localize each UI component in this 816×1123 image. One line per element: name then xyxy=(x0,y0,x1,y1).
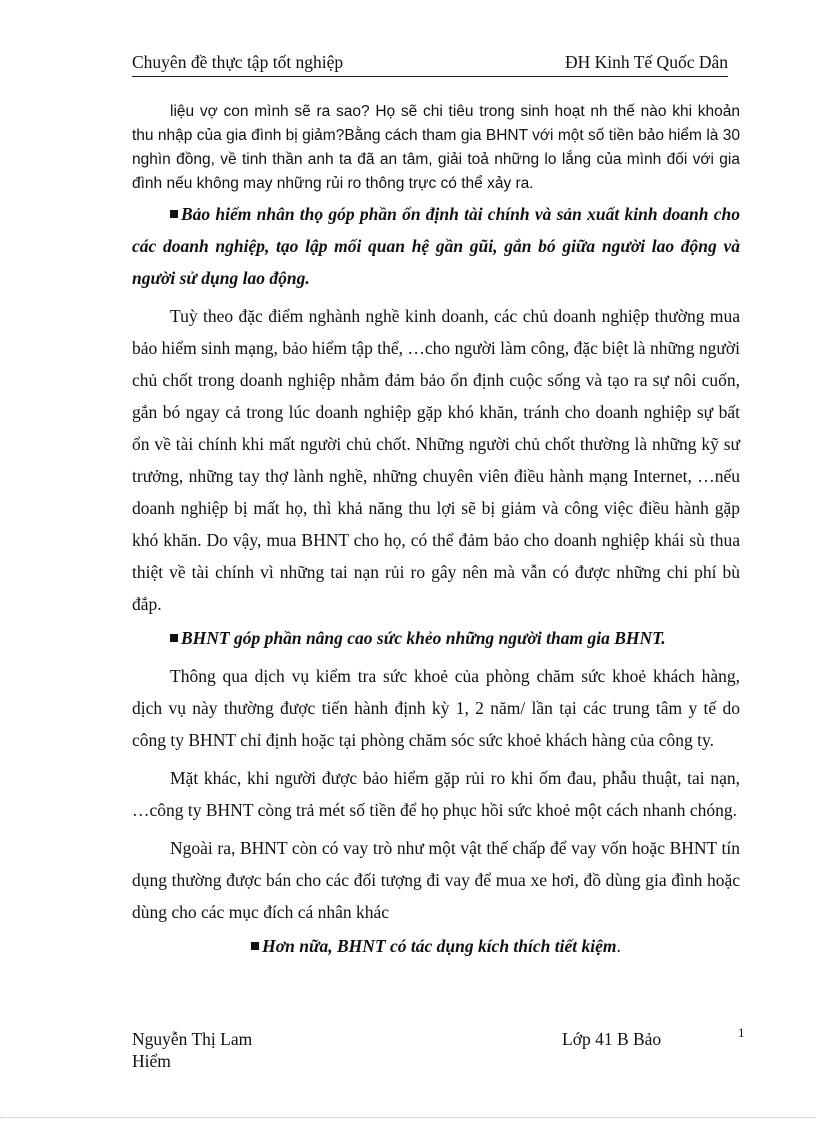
page-number: 1 xyxy=(738,1025,745,1040)
heading-text: Bảo hiểm nhân thọ góp phần ổn định tài chính và sản xuất kinh doanh cho các doanh nghiệp, tạo lập mối quan hệ gần gũi, gắn bó giữa người lao động và người sử dụng lao động. xyxy=(132,204,740,288)
page-header xyxy=(132,50,728,77)
bullet-icon xyxy=(251,942,259,950)
bullet-icon xyxy=(170,634,178,642)
header-title: Chuyên đề thực tập tốt nghiệp xyxy=(132,52,344,72)
paragraph: Thông qua dịch vụ kiểm tra sức khoẻ của phòng chăm sức khoẻ khách hàng, dịch vụ này thường được tiến hành định kỳ 1, 2 năm/ lần tại các trung tâm y tế do công ty BHNT chỉ định hoặc tại phòng chăm sóc sức khoẻ khách hàng của công ty. xyxy=(132,666,740,750)
heading-text: Hơn nữa, BHNT có tác dụng kích thích tiết kiệm xyxy=(262,936,617,956)
section-heading xyxy=(132,930,740,962)
paragraph: Ngoài ra, BHNT còn có vay trò như một vật thế chấp để vay vốn hoặc BHNT tín dụng thường được bán cho các đối tượng đi vay để mua xe hơi, đồ dùng gia đình hoặc dùng cho các mục đích cá nhân khác xyxy=(132,838,740,922)
section-heading xyxy=(132,198,740,294)
heading-text: BHNT góp phần nâng cao sức khẻo những người tham gia BHNT. xyxy=(181,628,666,648)
page-bottom-border xyxy=(0,1117,816,1118)
paragraph: liệu vợ con mình sẽ ra sao? Họ sẽ chi tiêu trong sinh hoạt nh thế nào khi khoản thu nhập của gia đình bị giảm?Bằng cách tham gia BHNT với một số tiền bảo hiểm là 30 nghìn đồng, về tinh thần anh ta đã an tâm, giải toả những lo lắng của mình đối với gia đình nếu không may những rủi ro thông trực có thể xảy ra. xyxy=(132,103,740,192)
bullet-icon xyxy=(170,210,178,218)
author-name-cont: Hiểm xyxy=(132,1051,171,1071)
paragraph: Mặt khác, khi người được bảo hiểm gặp rủi ro khi ốm đau, phẫu thuật, tai nạn, …công ty BHNT còng trả mét số tiền để họ phục hồi sức khoẻ một cách nhanh chóng. xyxy=(132,768,740,820)
heading-period: . xyxy=(616,936,621,956)
footer-class: Lớp 41 B Bảo xyxy=(562,1029,662,1049)
header-university: ĐH Kinh Tế Quốc Dân xyxy=(565,52,728,72)
paragraph: Tuỳ theo đặc điểm nghành nghề kinh doanh, các chủ doanh nghiệp thường mua bảo hiểm sinh mạng, bảo hiểm tập thể, …cho người làm công, đặc biệt là những người chủ chốt trong doanh nghiệp nhằm đảm bảo ổn định cuộc sống và tạo ra sự nôi cuốn, gắn bó ngay cả trong lúc doanh nghiệp gặp khó khăn, tránh cho doanh nghiệp sự bất ổn về tài chính khi mất người chủ chốt. Những người chủ chốt thường là những kỹ sư trưởng, những tay thợ lành nghề, những chuyên viên điều hành mạng Internet, …nếu doanh nghiệp bị mất họ, thì khả năng thu lợi sẽ bị giảm và công việc điều hành gặp khó khăn. Do vậy, mua BHNT cho họ, có thể đảm bảo cho doanh nghiệp khái sù thua thiệt về tài chính vì những tai nạn rủi ro gây nên mà vẫn có được những chi phí bù đắp. xyxy=(132,306,740,614)
document-body xyxy=(132,100,740,962)
footer-author xyxy=(132,1028,252,1072)
section-heading xyxy=(132,622,740,654)
author-name: Nguyễn Thị Lam xyxy=(132,1029,253,1049)
